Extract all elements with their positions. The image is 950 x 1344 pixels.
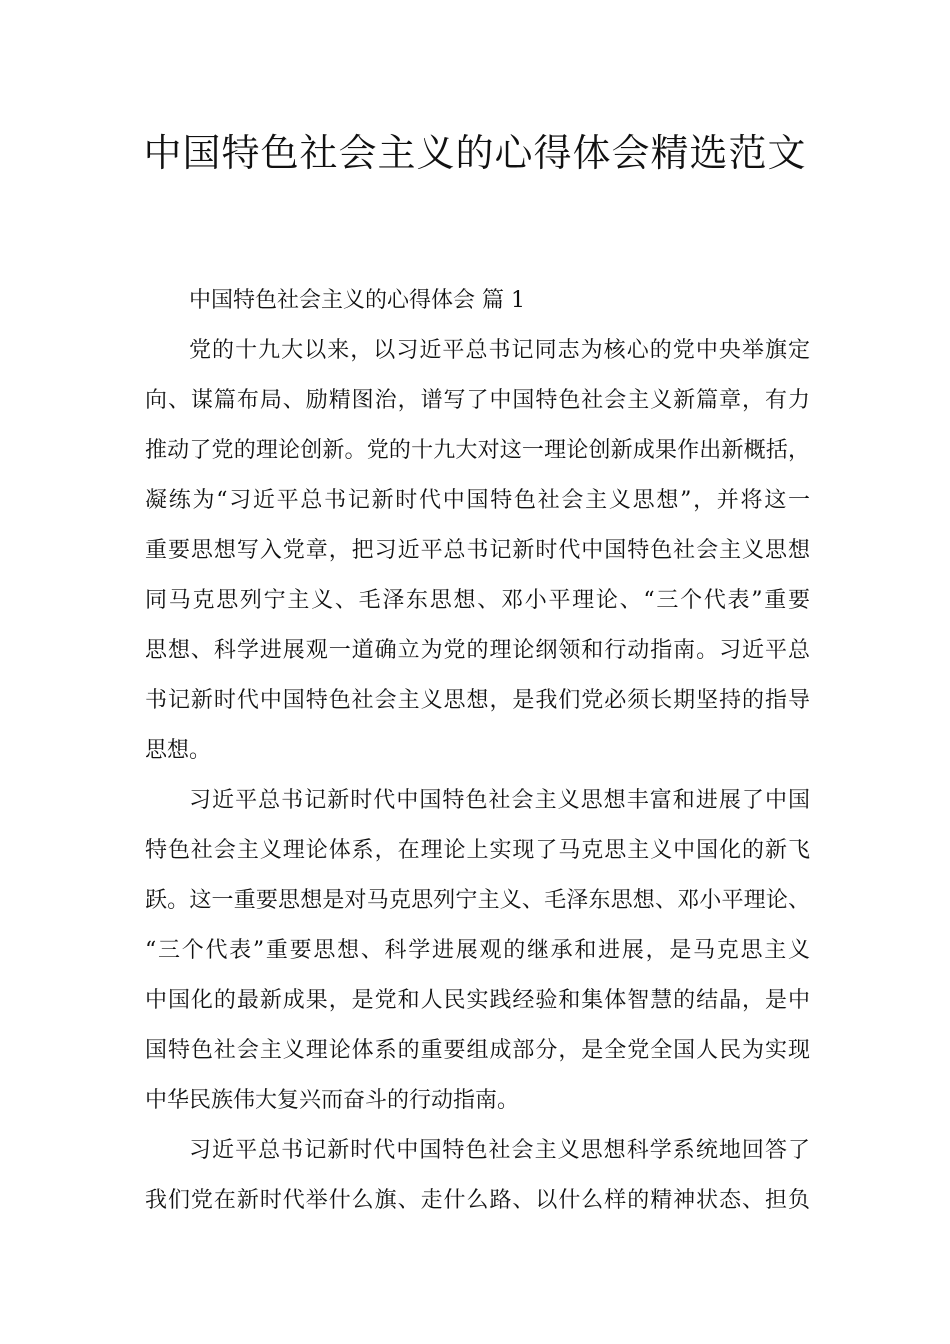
paragraph-line: 推动了党的理论创新。党的十九大对这一理论创新成果作出新概括， — [145, 438, 810, 463]
paragraph-3 — [145, 1126, 810, 1226]
paragraph-line: 跃。这一重要思想是对马克思列宁主义、毛泽东思想、邓小平理论、 — [145, 888, 810, 913]
paragraph-line: 重要思想写入党章，把习近平总书记新时代中国特色社会主义思想 — [145, 538, 810, 563]
paragraph-line: 思想、科学进展观一道确立为党的理论纲领和行动指南。习近平总 — [145, 638, 810, 663]
document-title: 中国特色社会主义的心得体会精选范文 — [143, 131, 807, 175]
paragraph-line: 党的十九大以来，以习近平总书记同志为核心的党中央举旗定 — [189, 338, 810, 363]
section-heading — [145, 276, 810, 326]
section-heading-text: 中国特色社会主义的心得体会 篇 1 — [189, 288, 525, 313]
paragraph-line: 中华民族伟大复兴而奋斗的行动指南。 — [145, 1088, 520, 1113]
paragraph-line: 思想。 — [145, 738, 212, 763]
paragraph-line: 习近平总书记新时代中国特色社会主义思想丰富和进展了中国 — [189, 788, 810, 813]
paragraph-line: 向、谋篇布局、励精图治，谱写了中国特色社会主义新篇章，有力 — [145, 388, 810, 413]
paragraph-line: 凝练为“习近平总书记新时代中国特色社会主义思想”，并将这一 — [145, 488, 810, 513]
paragraph-line: 国特色社会主义理论体系的重要组成部分，是全党全国人民为实现 — [145, 1038, 810, 1063]
paragraph-line: 特色社会主义理论体系，在理论上实现了马克思主义中国化的新飞 — [145, 838, 810, 863]
paragraph-line: 同马克思列宁主义、毛泽东思想、邓小平理论、“三个代表”重要 — [145, 588, 810, 613]
document-body — [145, 276, 810, 1226]
paragraph-line: 书记新时代中国特色社会主义思想，是我们党必须长期坚持的指导 — [145, 688, 810, 713]
paragraph-line: 中国化的最新成果，是党和人民实践经验和集体智慧的结晶，是中 — [145, 988, 810, 1013]
paragraph-2 — [145, 776, 810, 1126]
paragraph-1 — [145, 326, 810, 776]
paragraph-line: 习近平总书记新时代中国特色社会主义思想科学系统地回答了 — [189, 1138, 810, 1163]
paragraph-line: “三个代表”重要思想、科学进展观的继承和进展，是马克思主义 — [145, 938, 810, 963]
paragraph-line: 我们党在新时代举什么旗、走什么路、以什么样的精神状态、担负 — [145, 1188, 810, 1213]
